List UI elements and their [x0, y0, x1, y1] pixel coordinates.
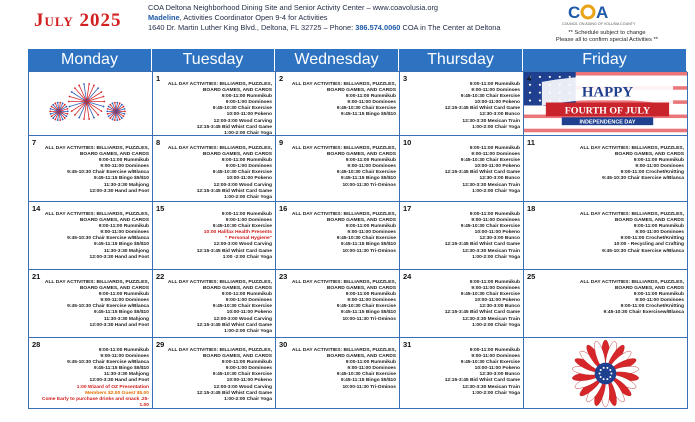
- activity-item: 9:00-11:00 Rummikub: [98, 224, 149, 230]
- activity-list: [163, 280, 272, 335]
- activity-item: 12:15-3:45 Bid Whist Card Game: [196, 248, 272, 254]
- activity-item: BOARD GAMES, AND CARDS: [202, 88, 272, 94]
- activity-item: 9:00-11:00 Rummikub: [98, 158, 149, 164]
- activity-item: 1:00-2:00 Chair Yoga: [224, 130, 272, 136]
- day-number: 24: [403, 272, 412, 281]
- activity-item: 10:00-11:30 Tri-Ominos: [342, 182, 396, 188]
- activity-item: 11:30-3:30 Mahjong: [103, 316, 149, 322]
- activity-item: 9:00-11:00 Crochet/Knitting: [620, 236, 684, 242]
- activity-item: 12:15-3:45 Bid Whist Card Game: [196, 124, 272, 130]
- activity-item: 9:00-11:00 Rummikub: [221, 292, 272, 298]
- activity-item: 9:45-10:30 Chair Exercise: [336, 106, 396, 112]
- activity-item: 12:15-3:45 Bid Whist Card Game: [444, 106, 520, 112]
- day-number: 8: [156, 138, 161, 147]
- day-cell-22: [153, 270, 276, 338]
- activity-item: BOARD GAMES, AND CARDS: [614, 152, 684, 158]
- day-number: 17: [403, 204, 412, 213]
- activity-item: ALL DAY ACTIVITIES: BILLIARDS, PUZZLES,: [167, 280, 272, 285]
- activity-item: BOARD GAMES, AND CARDS: [326, 354, 396, 360]
- activity-item: 9:00-11:00 Rummikub: [345, 292, 396, 298]
- activity-item: Members $2.00 Guest $5.00: [85, 390, 149, 396]
- activity-item: 9:00-11:00 Dominoes: [635, 298, 684, 304]
- notice-line-1: ** Schedule subject to change: [568, 30, 646, 36]
- activity-item: 9:00-11:00 Dominoes: [100, 230, 149, 236]
- activity-item: 9:00-11:00 Crochet/Knitting: [620, 170, 684, 176]
- activity-list: [39, 280, 149, 329]
- activity-item: 12:30-3:00 Bunco: [479, 372, 520, 378]
- weekday-monday: Monday: [28, 49, 152, 71]
- activity-item: 1:00-2:00 Chair Yoga: [472, 188, 520, 194]
- activity-list: [534, 146, 684, 183]
- activity-item: BOARD GAMES, AND CARDS: [202, 152, 272, 158]
- activity-item: 12:15-3:45 Bid Whist Card Game: [196, 390, 272, 396]
- coordinator-name: Madeline: [148, 13, 180, 22]
- day-number: 25: [527, 272, 536, 281]
- day-cell-image: [29, 72, 153, 136]
- activity-item: 9:00-11:00 Rummikub: [221, 94, 272, 100]
- activity-list: [410, 212, 520, 261]
- activity-item: 9:45-10:30 Chair Exercise w/Blanca: [67, 236, 149, 242]
- activity-item: 9:45-10:30 Chair Exercise: [212, 170, 272, 176]
- calendar-grid: [28, 71, 687, 409]
- activity-item: 9:00-11:00 Rummikub: [221, 360, 272, 366]
- activity-item: 9:45-10:30 Chair Exercise: [460, 360, 520, 366]
- day-cell-15: [153, 202, 276, 270]
- activity-item: 9:45-10:30 Chair Exercise: [212, 304, 272, 310]
- activity-item: 9:00-11:00 Rummikub: [633, 224, 684, 230]
- svg-text:C: C: [568, 3, 582, 22]
- activity-item: 9:00-11:00 Rummikub: [469, 146, 520, 151]
- day-cell-25: [524, 270, 688, 338]
- activity-list: [39, 146, 149, 195]
- activity-item: 10:00-11:30 Tri-Ominos: [342, 316, 396, 322]
- activity-item: 9:00-11:00 Dominoes: [635, 230, 684, 236]
- activity-item: 9:45-10:30 Chair Exercise: [460, 94, 520, 100]
- activity-item: " Personal Hygiene": [224, 236, 272, 242]
- activity-item: 10:00-11:30 Tri-Ominos: [342, 248, 396, 254]
- activity-item: 12:00-3:30 Hand and Foot: [89, 378, 149, 384]
- activity-item: 12:30-3:30 Mexican Train: [462, 248, 520, 254]
- activity-item: 9:45-10:30 Chair Exercise: [460, 224, 520, 230]
- activity-item: 12:15-3:45 Bid Whist Card Game: [444, 242, 520, 248]
- svg-text:A: A: [596, 3, 610, 22]
- activity-item: 9:00-1:00 Dominoes: [225, 218, 272, 224]
- activity-list: [39, 348, 149, 409]
- activity-item: 9:45-10:30 Chair Exercise: [212, 106, 272, 112]
- activity-item: 1:00-2:00 Chair Yoga: [224, 328, 272, 334]
- day-number: 15: [156, 204, 165, 213]
- day-cell-24: [400, 270, 524, 338]
- activity-item: 10:00-11:00 Pokeno: [474, 230, 520, 236]
- activity-item: 9:45-11:15 Bingo $5/$10: [93, 310, 149, 316]
- activity-item: 9:00-11:00 Dominoes: [347, 230, 396, 236]
- activity-item: 9:00-11:00 Dominoes: [471, 354, 520, 360]
- activity-item: BOARD GAMES, AND CARDS: [79, 218, 149, 224]
- day-cell-image: [524, 338, 688, 409]
- activity-item: 9:45-10:30 Chair Exercise: [460, 292, 520, 298]
- notice-line-2: Please all to confirm special Activities **: [555, 37, 659, 43]
- activity-item: 12:30-3:30 Mexican Train: [462, 182, 520, 188]
- activity-item: 9:00-11:00 Rummikub: [345, 360, 396, 366]
- activity-list: [163, 82, 272, 136]
- day-cell-16: [276, 202, 400, 270]
- activity-item: 9:00-11:00 Rummikub: [221, 158, 272, 164]
- activity-item: 12:00-3:00 Wood Carving: [213, 118, 272, 124]
- activity-item: 9:45-10:30 Chair Exercise w/Blanca: [602, 176, 684, 182]
- activity-item: BOARD GAMES, AND CARDS: [614, 218, 684, 224]
- banner-happy: HAPPY: [581, 84, 634, 101]
- day-number: 10: [403, 138, 412, 147]
- activity-list: [39, 212, 149, 261]
- day-number: 9: [279, 138, 284, 147]
- activity-item: 9:45-11:15 Bingo $5/$10: [340, 176, 396, 182]
- logo-subtitle: COUNCIL ON AGING OF VOLUSIA COUNTY: [562, 22, 636, 26]
- activity-item: 9:00-1:00 Dominoes: [225, 100, 272, 106]
- activity-item: 12:15-3:45 Bid Whist Card Game: [196, 322, 272, 328]
- activity-item: 11:30-3:30 Mahjong: [103, 372, 149, 378]
- activity-item: 9:00-11:00 Crochet/Knitting: [620, 304, 684, 310]
- activity-item: 12:30-3:30 Mexican Train: [462, 118, 520, 124]
- coordinator-line: [148, 13, 501, 23]
- activity-item: 1:00 -2:00 Chair Yoga: [222, 254, 272, 260]
- center-name: COA Deltona Neighborhood Dining Site and Senior Activity Center – www.coavolusia.org: [148, 3, 439, 12]
- activity-item: 12:00-3:30 Hand and Foot: [89, 322, 149, 328]
- activity-item: ALL DAY ACTIVITIES: BILLIARDS, PUZZLES,: [44, 280, 149, 285]
- day-number: 29: [156, 340, 165, 349]
- address-line: [148, 23, 501, 33]
- activity-item: 9:00-11:00 Rummikub: [221, 212, 272, 217]
- coordinator-hours: , Activities Coordinator Open 9-4 for Activities: [179, 13, 328, 22]
- weekday-wednesday: Wednesday: [275, 49, 399, 71]
- activity-item: ALL DAY ACTIVITIES: BILLIARDS, PUZZLES,: [291, 82, 396, 87]
- activity-item: 9:00-1:00 Dominoes: [225, 366, 272, 372]
- activity-item: 9:00-11:00 Dominoes: [347, 100, 396, 106]
- activity-item: 9:00-11:00 Dominoes: [635, 164, 684, 170]
- address: 1640 Dr. Martin Luther King Blvd., Deltona, FL 32725 – Phone:: [148, 23, 356, 32]
- banner-independence: INDEPENDENCE DAY: [579, 119, 636, 126]
- day-number: 23: [279, 272, 288, 281]
- day-cell-7: [29, 136, 153, 202]
- activity-item: ALL DAY ACTIVITIES: BILLIARDS, PUZZLES,: [291, 280, 396, 285]
- activity-item: 9:00-11:00 Dominoes: [347, 366, 396, 372]
- day-cell-17: [400, 202, 524, 270]
- activity-item: 9:00-11:00 Rummikub: [633, 158, 684, 164]
- activity-item: 10:00-11:00 Pokeno: [474, 366, 520, 372]
- activity-item: 9:45-10:30 Chair Exercise w/Blanca: [67, 304, 149, 310]
- activity-item: 12:30-3:00 Bunco: [479, 112, 520, 118]
- activity-item: 12:00-3:00 Wood Carving: [213, 316, 272, 322]
- day-number: 14: [32, 204, 41, 213]
- month-title: July 2025: [34, 10, 122, 31]
- activity-item: 9:45-10:30 Chair Exercise: [336, 304, 396, 310]
- activity-item: 12:15-3:45 Bid Whist Card Game: [196, 188, 272, 194]
- activity-item: ALL DAY ACTIVITIES: BILLIARDS, PUZZLES,: [167, 348, 272, 353]
- day-number: 2: [279, 74, 284, 83]
- activity-item: 1:00-2:00 Chair Yoga: [472, 322, 520, 328]
- activity-item: 9:00-11:00 Dominoes: [100, 298, 149, 304]
- activity-item: 9:45-10:30 Chair Exercise: [336, 372, 396, 378]
- activity-item: 9:00-11:00 Dominoes: [100, 354, 149, 360]
- day-number: 4: [527, 74, 532, 83]
- activity-item: 9:00-11:00 Dominoes: [471, 88, 520, 94]
- activity-item: 1:00-2:00 Chair Yoga: [472, 390, 520, 396]
- activity-item: 10:00-11:00 Pokeno: [226, 112, 272, 118]
- activity-item: ALL DAY ACTIVITIES: BILLIARDS, PUZZLES,: [167, 82, 272, 87]
- flag-flower-image: [524, 338, 687, 408]
- activity-item: BOARD GAMES, AND CARDS: [326, 218, 396, 224]
- activity-item: 9:00-1:00 Dominoes: [225, 164, 272, 170]
- activity-item: 10:00-11:00 Pokeno: [474, 298, 520, 304]
- day-cell-9: [276, 136, 400, 202]
- activity-list: [286, 280, 396, 323]
- activity-item: 9:45-10:30 Chair Exercise: [212, 372, 272, 378]
- activity-item: ALL DAY ACTIVITIES: BILLIARDS, PUZZLES,: [579, 146, 684, 151]
- day-cell-30: [276, 338, 400, 409]
- activity-item: 1:00-2:00 Chair Yoga: [224, 396, 272, 402]
- day-number: 16: [279, 204, 288, 213]
- day-number: 21: [32, 272, 41, 281]
- weekday-header: [28, 49, 687, 71]
- activity-list: [163, 348, 272, 403]
- activity-item: 1:00-2:00 Chair Yoga: [224, 194, 272, 200]
- day-number: 11: [527, 138, 535, 147]
- activity-item: 10:00-11:30 Tri-Ominos: [342, 384, 396, 390]
- activity-item: 10:00-11:00 Pokeno: [226, 176, 272, 182]
- activity-item: BOARD GAMES, AND CARDS: [79, 286, 149, 292]
- activity-item: 10:00 Halifax Health Presents: [203, 230, 272, 236]
- activity-item: 9:00-11:00 Dominoes: [100, 164, 149, 170]
- phone-number: 386.574.0060: [355, 23, 401, 32]
- activity-item: 1:00 Wizard of OZ Presentation: [76, 384, 149, 390]
- day-cell-23: [276, 270, 400, 338]
- day-number: 30: [279, 340, 288, 349]
- day-number: 28: [32, 340, 41, 349]
- day-cell-14: [29, 202, 153, 270]
- activity-item: ALL DAY ACTIVITIES: BILLIARDS, PUZZLES,: [291, 146, 396, 151]
- day-number: 3: [403, 74, 408, 83]
- day-number: 31: [403, 340, 412, 349]
- activity-item: BOARD GAMES, AND CARDS: [326, 286, 396, 292]
- activity-item: 9:45-10:30 Chair Exercise w/Blanca: [67, 360, 149, 366]
- activity-item: ALL DAY ACTIVITIES: BILLIARDS, PUZZLES,: [44, 146, 149, 151]
- day-number: 7: [32, 138, 37, 147]
- day-number: 22: [156, 272, 165, 281]
- coa-logo-mark: [568, 2, 620, 22]
- activity-item: 9:45-10:30 Chair Exercise w/Blanca: [602, 248, 684, 254]
- activity-item: 10:00-11:00 Pokeno: [226, 310, 272, 316]
- activity-list: [534, 280, 684, 317]
- activity-item: 1:00-2:00 Chair Yoga: [472, 254, 520, 260]
- activity-item: ALL DAY ACTIVITIES: BILLIARDS, PUZZLES,: [291, 348, 396, 353]
- day-cell-28: [29, 338, 153, 409]
- activity-item: 9:00-11:00 Dominoes: [471, 218, 520, 224]
- activity-item: 12:15-3:45 Bid Whist Card Game: [444, 170, 520, 176]
- activity-item: 9:45-10:30 Chair Exercise: [336, 236, 396, 242]
- activity-item: 9:00-11:00 Dominoes: [471, 152, 520, 158]
- activity-item: 9:00-11:00 Rummikub: [345, 224, 396, 230]
- activity-item: 12:30-3:00 Bunco: [479, 176, 520, 182]
- activity-item: 10:00-11:00 Pokeno: [226, 378, 272, 384]
- activity-item: ALL DAY ACTIVITIES: BILLIARDS, PUZZLES,: [44, 212, 149, 217]
- activity-item: BOARD GAMES, AND CARDS: [202, 354, 272, 360]
- activity-item: 12:30-3:30 Mexican Train: [462, 384, 520, 390]
- activity-item: ALL DAY ACTIVITIES: BILLIARDS, PUZZLES,: [291, 212, 396, 217]
- activity-item: 9:45-10:30 Chair Exercise: [336, 170, 396, 176]
- schedule-notice: [532, 30, 682, 44]
- activity-item: 9:45-11:15 Bingo $5/$10: [93, 242, 149, 248]
- activity-item: 11:30-3:30 Mahjong: [103, 248, 149, 254]
- activity-list: [286, 82, 396, 119]
- day-cell-10: [400, 136, 524, 202]
- activity-item: 12:15-3:45 Bid Whist Card Game: [444, 378, 520, 384]
- activity-item: 9:00-11:00 Rummikub: [469, 212, 520, 217]
- activity-item: 10:00 - Recycling and Crafting: [613, 242, 684, 248]
- activity-item: 9:45-10:30 Chair Exercise: [212, 224, 272, 230]
- day-cell-4: [524, 72, 688, 136]
- calendar-header: [0, 0, 695, 48]
- activity-item: BOARD GAMES, AND CARDS: [79, 152, 149, 158]
- activity-list: [534, 212, 684, 255]
- day-cell-31: [400, 338, 524, 409]
- activity-item: 9:45-10:30 Chair Exercisew/Blanca: [603, 310, 684, 316]
- weekday-thursday: Thursday: [399, 49, 523, 71]
- day-cell-21: [29, 270, 153, 338]
- day-cell-2: [276, 72, 400, 136]
- fourth-of-july-banner: [524, 72, 687, 135]
- activity-list: [410, 280, 520, 329]
- activity-item: 9:00-11:00 Dominoes: [471, 286, 520, 292]
- activity-item: 12:00-3:00 Wood Carving: [213, 242, 272, 248]
- activity-item: 11:30-3:30 Mahjong: [103, 182, 149, 188]
- weekday-tuesday: Tuesday: [152, 49, 275, 71]
- activity-list: [410, 82, 520, 131]
- activity-item: 9:45-11:15 Bingo $5/$10: [93, 176, 149, 182]
- activity-item: BOARD GAMES, AND CARDS: [326, 88, 396, 94]
- activity-item: 9:00-11:00 Rummikub: [469, 82, 520, 87]
- activity-item: 9:00-11:00 Rummikub: [98, 348, 149, 353]
- activity-item: Come Early to purchase drinks and snack .25-1.00: [41, 396, 149, 408]
- activity-item: BOARD GAMES, AND CARDS: [326, 152, 396, 158]
- activity-item: 1:00-2:00 Chair Yoga: [472, 124, 520, 130]
- activity-list: [286, 212, 396, 255]
- day-cell-8: [153, 136, 276, 202]
- activity-item: 9:00-11:00 Rummikub: [345, 158, 396, 164]
- weekday-friday: Friday: [523, 49, 687, 71]
- fireworks-image: [29, 72, 152, 135]
- activity-item: 9:00-11:00 Rummikub: [469, 348, 520, 353]
- activity-item: 9:00-11:00 Dominoes: [347, 298, 396, 304]
- activity-list: [286, 348, 396, 391]
- activity-item: 9:00-11:00 Dominoes: [347, 164, 396, 170]
- activity-item: 9:00-11:00 Rummikub: [345, 94, 396, 100]
- activity-item: 12:30-3:00 Bunco: [479, 304, 520, 310]
- day-cell-1: [153, 72, 276, 136]
- activity-item: 10:00-11:00 Pokeno: [474, 164, 520, 170]
- activity-item: 9:00-11:00 Rummikub: [633, 292, 684, 298]
- day-cell-11: [524, 136, 688, 202]
- activity-list: [410, 146, 520, 195]
- day-number: 1: [156, 74, 161, 83]
- day-cell-18: [524, 202, 688, 270]
- activity-item: BOARD GAMES, AND CARDS: [614, 286, 684, 292]
- activity-item: ALL DAY ACTIVITIES: BILLIARDS, PUZZLES,: [579, 212, 684, 217]
- activity-item: 9:00-11:00 Rummikub: [98, 292, 149, 298]
- activity-item: ALL DAY ACTIVITIES: BILLIARDS, PUZZLES,: [167, 146, 272, 151]
- day-cell-29: [153, 338, 276, 409]
- banner-fourth: FOURTH OF JULY: [564, 105, 651, 117]
- activity-item: 9:45-11:15 Bingo $5/$10: [340, 378, 396, 384]
- activity-list: [163, 212, 272, 261]
- activity-item: 12:00-3:00 Wood Carving: [213, 384, 272, 390]
- activity-item: 9:45-10:30 Chair Exercise w/Blanca: [67, 170, 149, 176]
- activity-item: BOARD GAMES, AND CARDS: [202, 286, 272, 292]
- activity-item: 9:00-11:00 Rummikub: [469, 280, 520, 285]
- activity-item: 9:45-11:15 Bingo $5/$10: [340, 242, 396, 248]
- address-tail: COA in The Center at Deltona: [400, 23, 501, 32]
- center-info: [148, 3, 501, 33]
- activity-item: 12:00-3:30 Hand and Foot: [89, 188, 149, 194]
- activity-list: [163, 146, 272, 201]
- activity-item: 9:45-11:15 Bingo $5/$10: [93, 366, 149, 372]
- activity-item: 9:45-11:15 Bingo $5/$10: [340, 112, 396, 118]
- activity-item: 9:45-11:15 Bingo $5/$10: [340, 310, 396, 316]
- activity-item: 12:15-3:45 Bid Whist Card Game: [444, 310, 520, 316]
- day-number: 18: [527, 204, 536, 213]
- activity-item: 12:00-3:00 Wood Carving: [213, 182, 272, 188]
- day-cell-3: [400, 72, 524, 136]
- activity-item: 12:30-3:00 Bunco: [479, 236, 520, 242]
- calendar: [28, 49, 687, 421]
- activity-list: [410, 348, 520, 397]
- activity-item: 9:00-1:00 Dominoes: [225, 298, 272, 304]
- activity-item: 12:30-3:30 Mexican Train: [462, 316, 520, 322]
- activity-item: 12:00-3:30 Hand and Foot: [89, 254, 149, 260]
- activity-item: 10:00-11:00 Pokeno: [474, 100, 520, 106]
- activity-item: ALL DAY ACTIVITIES: BILLIARDS, PUZZLES,: [579, 280, 684, 285]
- activity-item: 9:45-10:30 Chair Exercise: [460, 158, 520, 164]
- activity-list: [286, 146, 396, 189]
